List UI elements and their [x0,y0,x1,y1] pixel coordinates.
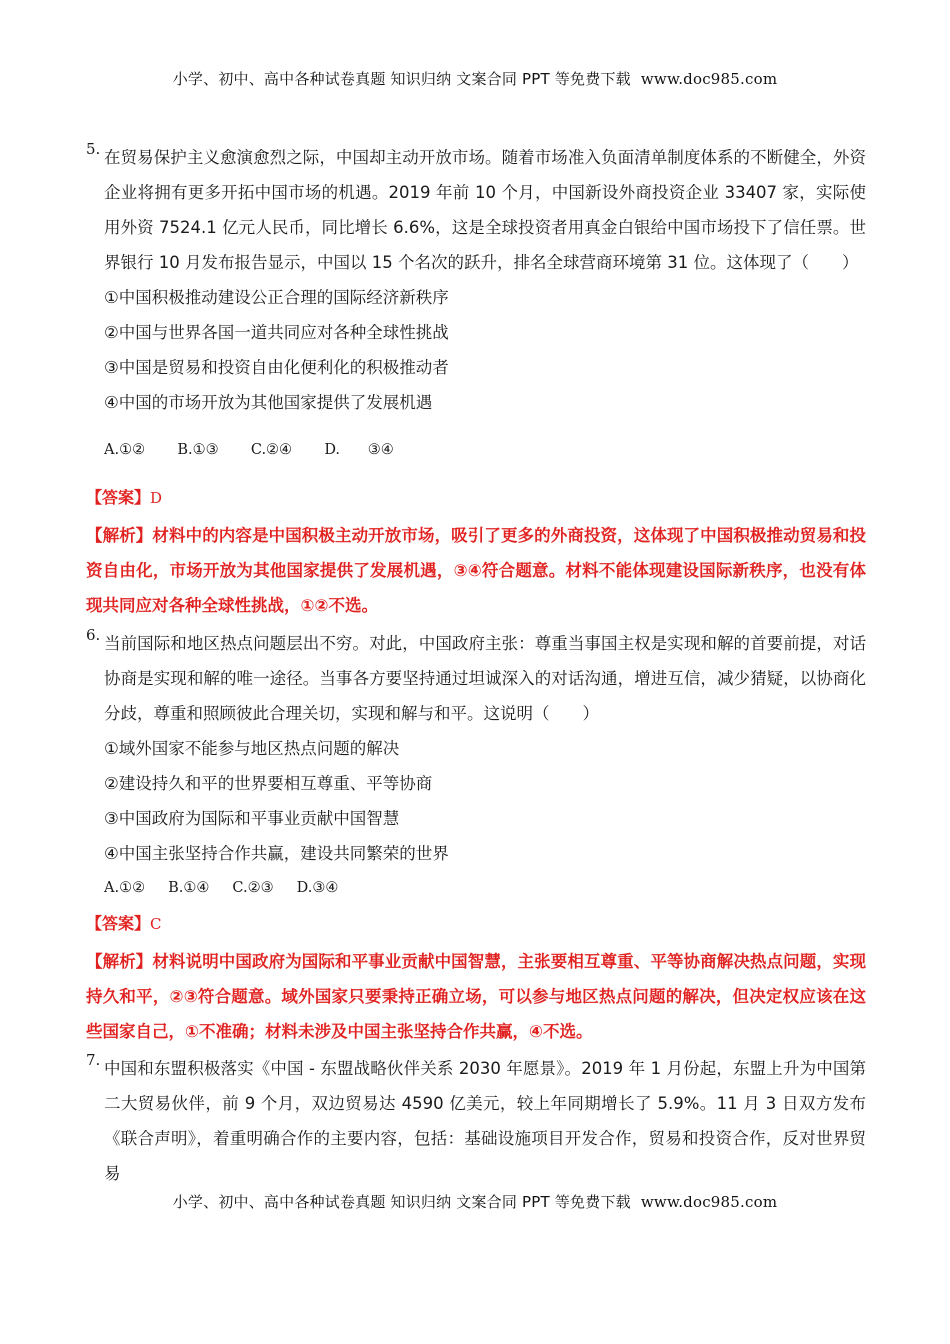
option-3: ③中国政府为国际和平事业贡献中国智慧 [104,809,400,828]
question-stem: 当前国际和地区热点问题层出不穷。对此，中国政府主张：尊重当事国主权是实现和解的首要前提，对话协商是实现和解的唯一途径。当事各方要坚持通过坦诚深入的对话沟通，增进互信，减少猜疑，以协商化分歧，尊重和照顾彼此合理关切，实现和解与和平。这说明（ ） [104,634,866,723]
option-1: ①中国积极推动建设公正合理的国际经济新秩序 [104,288,449,307]
option-1: ①域外国家不能参与地区热点问题的解决 [104,739,400,758]
question-number: 7. [86,1051,101,1069]
footer-text: 小学、初中、高中各种试卷真题 知识归纳 文案合同 PPT 等免费下载 [172,1193,631,1211]
answer-line [86,906,866,942]
option-3: ③中国是贸易和投资自由化便利化的积极推动者 [104,358,449,377]
analysis [86,944,866,1049]
answer-line [86,480,866,516]
analysis-text: 材料说明中国政府为国际和平事业贡献中国智慧，主张要相互尊重、平等协商解决热点问题，实现持久和平，②③符合题意。域外国家只要秉持正确立场，可以参与地区热点问题的解决，但决定权应该在这些国家自己，①不准确；材料未涉及中国主张坚持合作共赢，④不选。 [86,952,867,1041]
page-footer [0,1191,950,1212]
analysis-label: 【解析】 [86,952,153,971]
question-stem: 中国和东盟积极落实《中国 - 东盟战略伙伴关系 2030 年愿景》。2019 年 1 月份起，东盟上升为中国第二大贸易伙伴，前 9 个月，双边贸易达 4590 亿美元，较上年同期增长了 5.9%。11 月 3 日双方发布《联合声明》，着重明确合作的主要内容，包括：基础设施项目开发合作，贸易和投资合作，反对世界贸易 [104,1059,866,1183]
question-5 [86,140,866,280]
analysis-text: 材料中的内容是中国积极主动开放市场，吸引了更多的外商投资，这体现了中国积极推动贸易和投资自由化，市场开放为其他国家提供了发展机遇，③④符合题意。材料不能体现建设国际新秩序，也没有体现共同应对各种全球性挑战，①②不选。 [86,526,867,615]
question-number: 6. [86,626,101,644]
answer-value: C [150,915,162,933]
question-stem: 在贸易保护主义愈演愈烈之际，中国却主动开放市场。随着市场准入负面清单制度体系的不断健全，外资企业将拥有更多开拓中国市场的机遇。2019 年前 10 个月，中国新设外商投资企业 33407 家，实际使用外资 7524.1 亿元人民币，同比增长 6.6%，这是全球投资者用真金白银给中国市场投下了信任票。世界银行 10 月发布报告显示，中国以 15 个名次的跃升，排名全球营商环境第 31 位。这体现了（ ） [104,148,866,272]
answer-label: 【答案】 [86,488,151,507]
question-6 [86,626,866,731]
option-4: ④中国主张坚持合作共赢，建设共同繁荣的世界 [104,844,449,863]
answer-choices: A.①② B.①④ C.②③ D.③④ [104,880,339,896]
option-4: ④中国的市场开放为其他国家提供了发展机遇 [104,393,433,412]
answer-label: 【答案】 [86,914,151,933]
answer-choices: A.①② B.①③ C.②④ D. ③④ [104,442,394,458]
page-content [86,140,866,1191]
header-text: 小学、初中、高中各种试卷真题 知识归纳 文案合同 PPT 等免费下载 [172,70,631,88]
page-header [0,68,950,89]
analysis-label: 【解析】 [86,526,153,545]
analysis [86,518,866,623]
header-site: www.doc985.com [640,70,778,88]
answer-value: D [150,489,163,507]
footer-site: www.doc985.com [640,1193,778,1211]
option-2: ②中国与世界各国一道共同应对各种全球性挑战 [104,323,449,342]
question-7 [86,1051,866,1191]
question-number: 5. [86,140,101,158]
option-2: ②建设持久和平的世界要相互尊重、平等协商 [104,774,433,793]
